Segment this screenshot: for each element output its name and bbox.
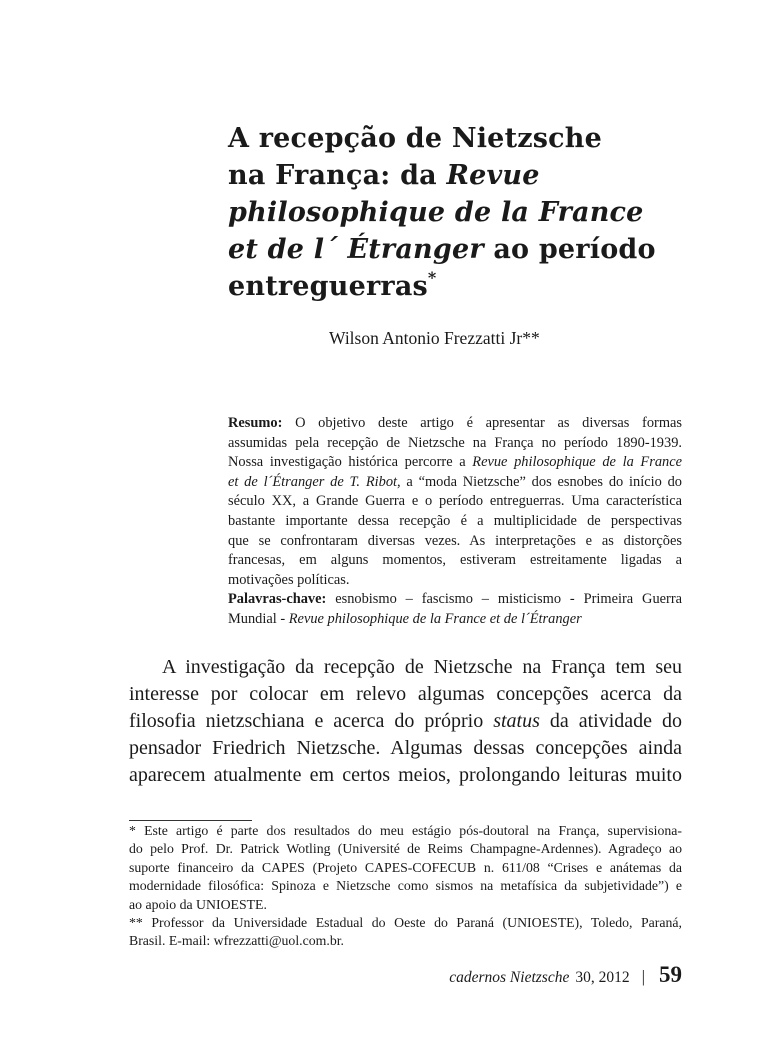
footnote-line: ** Professor da Universidade Estadual do Oeste do Paraná (UNIOESTE), Toledo, Paraná, — [129, 915, 682, 931]
keywords-text: Mundial - — [228, 610, 289, 627]
abstract-italic-text: Revue philosophique de la France — [472, 454, 682, 471]
body-text: da atividade do — [539, 710, 682, 732]
footnote-line: modernidade filosófica: Spinoza e Nietzsche como sismos na metafísica da subjetividade”) e — [129, 878, 682, 894]
abstract-line: que se confrontaram diversas vezes. As interpretações e as distorções — [228, 532, 682, 549]
body-text: filosofia nietzschiana e acerca do próprio — [129, 710, 494, 732]
abstract-line: motivações políticas. — [228, 571, 350, 588]
footnote-line: * Este artigo é parte dos resultados do meu estágio pós-doutoral na França, supervisiona- — [129, 823, 682, 838]
title-footnote-marker: * — [427, 268, 437, 287]
body-line — [129, 708, 682, 735]
footnote-line: ao apoio da UNIOESTE. — [129, 896, 267, 912]
journal-name: cadernos Nietzsche — [449, 969, 570, 986]
title-text: ao período — [483, 234, 656, 265]
abstract-text: O objetivo deste artigo é apresentar as diversas formas — [282, 415, 682, 431]
abstract-text: , a “moda Nietzsche” dos esnobes do início do — [397, 473, 682, 490]
title-italic-text: philosophique de la France — [228, 197, 644, 228]
title-line — [228, 120, 668, 157]
keywords-text: esnobismo – fascismo – misticismo - Primeira Guerra — [326, 591, 682, 608]
keywords-label: Palavras-chave: — [228, 591, 327, 608]
keywords-line — [228, 610, 682, 630]
abstract-italic-text: et de l´Étranger de T. Ribot — [228, 473, 398, 490]
footer-separator: | — [641, 967, 645, 986]
title-text: entreguerras — [228, 271, 428, 302]
keywords-line — [228, 590, 682, 610]
abstract-line: francesas, em alguns momentos, estiveram estreitamente ligadas a — [228, 552, 682, 569]
footnote-line: suporte financeiro da CAPES (Projeto CAPES-COFECUB n. 611/08 “Crises e anátemas da — [129, 859, 682, 875]
abstract-line — [228, 453, 682, 473]
abstract-text: Nossa investigação histórica percorre a — [228, 454, 473, 471]
title-italic-text: et de l´ Étranger — [228, 234, 484, 265]
author-name: Wilson Antonio Frezzatti Jr** — [329, 328, 540, 348]
abstract-line: assumidas pela recepção de Nietzsche na França no período 1890-1939. — [228, 434, 682, 451]
footnotes — [129, 822, 682, 951]
title-line — [228, 268, 668, 305]
page-number: 59 — [659, 962, 682, 987]
body-line: aparecem atualmente em certos meios, prolongando leituras muito — [129, 764, 682, 786]
abstract-line — [228, 414, 682, 434]
title-line — [228, 231, 668, 268]
title-line — [228, 157, 668, 194]
page-footer — [449, 962, 682, 988]
title-line — [228, 194, 668, 231]
abstract-line: bastante importante dessa recepção é a multiplicidade de perspectivas — [228, 512, 682, 529]
title-text: na França: da — [228, 160, 447, 191]
keywords-italic-text: Revue philosophique de la France et de l´Étranger — [288, 610, 582, 627]
abstract-line: século XX, a Grande Guerra e o período entreguerras. Uma característica — [228, 493, 682, 510]
footnote-line: Brasil. E-mail: wfrezzatti@uol.com.br. — [129, 933, 344, 949]
title-text: A recepção de Nietzsche — [228, 123, 603, 154]
article-title — [228, 120, 668, 305]
body-line: interesse por colocar em relevo algumas concepções acerca da — [129, 683, 682, 705]
footnote-divider — [129, 820, 252, 821]
journal-volume: 30, 2012 — [575, 969, 630, 986]
abstract-line — [228, 473, 682, 493]
footnote-line: do pelo Prof. Dr. Patrick Wotling (Université de Reims Champagne-Ardennes). Agradeço ao — [129, 841, 682, 857]
title-italic-text: Revue — [446, 160, 540, 191]
body-paragraph — [129, 654, 682, 789]
body-italic-text: status — [493, 710, 540, 732]
abstract-label: Resumo: — [228, 415, 283, 431]
body-line: A investigação da recepção de Nietzsche na França tem seu — [162, 656, 682, 678]
body-line: pensador Friedrich Nietzsche. Algumas dessas concepções ainda — [129, 737, 682, 759]
abstract — [228, 414, 682, 630]
